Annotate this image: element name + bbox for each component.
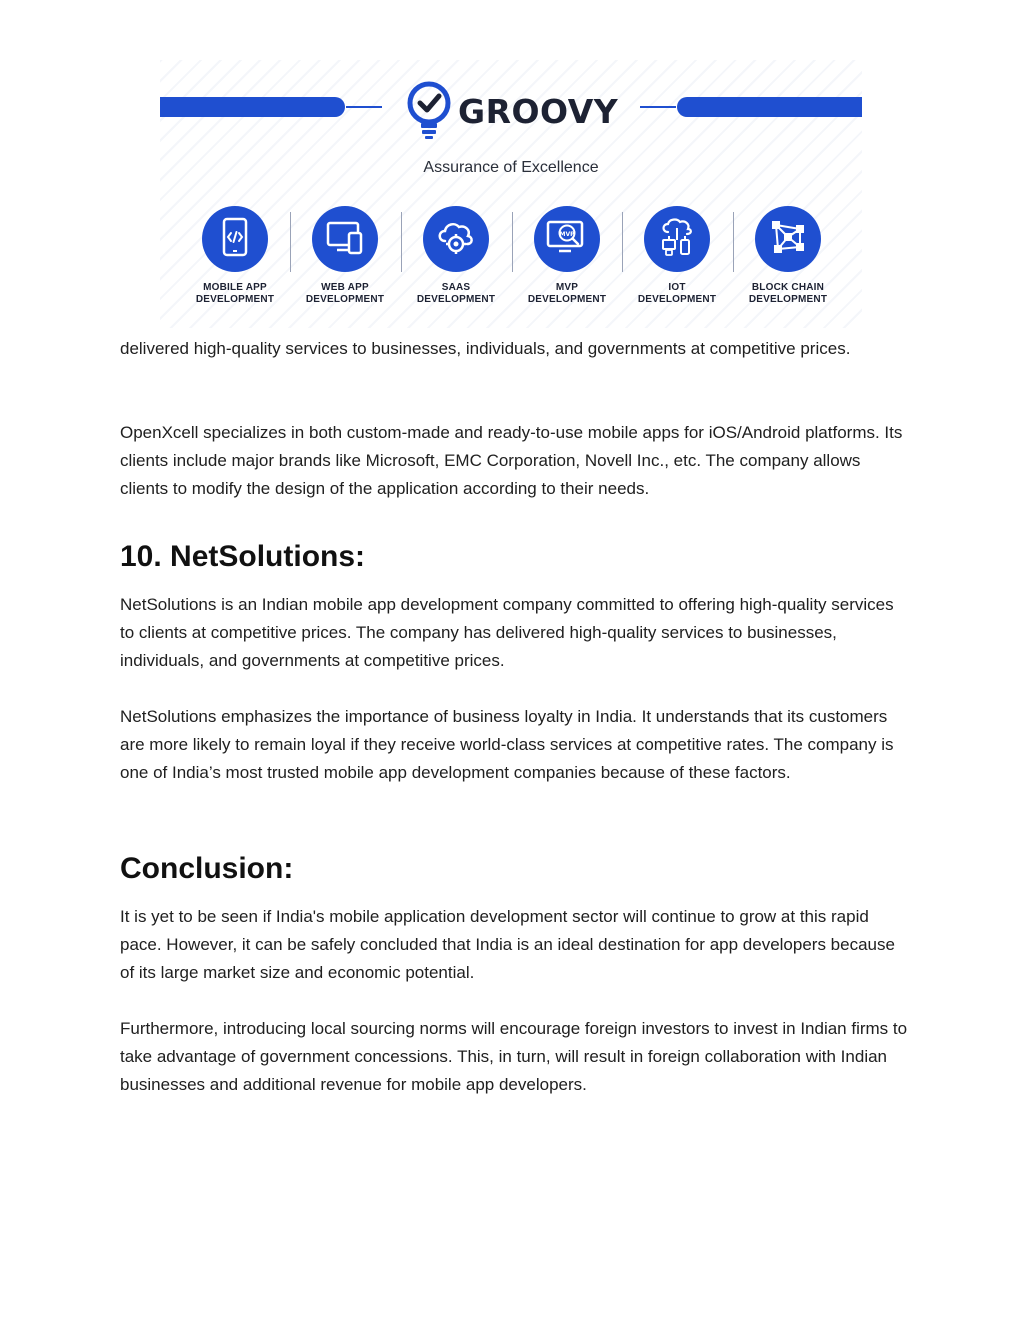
service-label-line2: DEVELOPMENT [305, 294, 385, 305]
service-label-line1: IOT [668, 282, 686, 293]
netsolutions-paragraph-2: NetSolutions emphasizes the importance of business loyalty in India. It understands that its customers are more likely to remain loyal if they receive world-class services at competitive rates. The company is one of India’s most trusted mobile app development companies because of these factors. [120, 707, 894, 782]
openxcell-paragraph-block [120, 419, 910, 503]
service-label-line2: DEVELOPMENT [195, 294, 275, 305]
netsolutions-heading: 10. NetSolutions: [120, 540, 366, 573]
service-label-line1: MOBILE APP [203, 282, 267, 293]
openxcell-paragraph: OpenXcell specializes in both custom-made and ready-to-use mobile apps for iOS/Android platforms. Its clients include major brands like Microsoft, EMC Corporation, Novell Inc., etc. The company allows clients to modify the design of the application according to their needs. [120, 423, 903, 498]
netsolutions-paragraph-2-block [120, 703, 910, 787]
service-label-line1: SAAS [441, 282, 471, 293]
services-row [180, 206, 844, 316]
conclusion-heading: Conclusion: [120, 852, 294, 885]
conclusion-paragraph-1: It is yet to be seen if India's mobile application development sector will continue to grow at this rapid pace. However, it can be safely concluded that India is an ideal destination for app developers because of its large market size and economic potential. [120, 907, 895, 982]
service-circle [202, 206, 268, 272]
service-label [733, 282, 843, 306]
intro-paragraph-block [120, 335, 910, 363]
mvp-monitor-icon [545, 217, 589, 262]
service-label-line1: WEB APP [321, 282, 369, 293]
service-circle [644, 206, 710, 272]
service-circle [312, 206, 378, 272]
service-label-line2: DEVELOPMENT [527, 294, 607, 305]
service-label [180, 282, 290, 306]
banner-tagline: Assurance of Excellence [423, 159, 599, 176]
service-mobile-app [180, 206, 290, 306]
service-circle [534, 206, 600, 272]
service-web-app [290, 206, 400, 306]
cloud-gear-icon [435, 217, 477, 262]
groovy-logo [406, 80, 618, 142]
service-label [512, 282, 622, 306]
lightbulb-check-icon [406, 81, 452, 141]
conclusion-paragraph-1-block [120, 903, 910, 987]
web-app-icon [325, 217, 365, 262]
intro-paragraph: delivered high-quality services to businesses, individuals, and governments at competitive prices. [120, 339, 851, 358]
banner-bar-right [677, 97, 862, 117]
conclusion-heading-block [120, 851, 910, 887]
banner-bar-left [160, 97, 345, 117]
service-iot [622, 206, 732, 306]
mvp-badge-text: MVP [559, 230, 575, 238]
service-circle [423, 206, 489, 272]
service-saas [401, 206, 511, 306]
service-circle [755, 206, 821, 272]
netsolutions-paragraph-1: NetSolutions is an Indian mobile app development company committed to offering high-quality services to clients at competitive prices. The company has delivered high-quality services to businesses, individuals, and governments at competitive prices. [120, 595, 894, 670]
service-label [401, 282, 511, 306]
mobile-code-icon [218, 217, 252, 262]
groovy-banner [160, 60, 862, 328]
conclusion-paragraph-2: Furthermore, introducing local sourcing norms will encourage foreign investors to invest in Indian firms to take advantage of government concessions. This, in turn, will result in foreign collaboration with Indian businesses and additional revenue for mobile app developers. [120, 1019, 908, 1094]
logo-text: GROOVY [458, 91, 619, 131]
netsolutions-paragraph-1-block [120, 591, 910, 675]
service-mvp [512, 206, 622, 306]
service-block-chain [733, 206, 843, 306]
service-label-line1: MVP [555, 282, 579, 293]
netsolutions-heading-block [120, 539, 910, 575]
blockchain-network-icon [768, 217, 808, 262]
service-label [622, 282, 732, 306]
iot-cloud-devices-icon [657, 216, 697, 263]
banner-line-left [346, 106, 382, 108]
service-label-line1: BLOCK CHAIN [751, 282, 825, 293]
service-label-line2: DEVELOPMENT [748, 294, 828, 305]
banner-line-right [640, 106, 676, 108]
conclusion-paragraph-2-block [120, 1015, 910, 1099]
service-label [290, 282, 400, 306]
service-label-line2: DEVELOPMENT [416, 294, 496, 305]
service-label-line2: DEVELOPMENT [637, 294, 717, 305]
